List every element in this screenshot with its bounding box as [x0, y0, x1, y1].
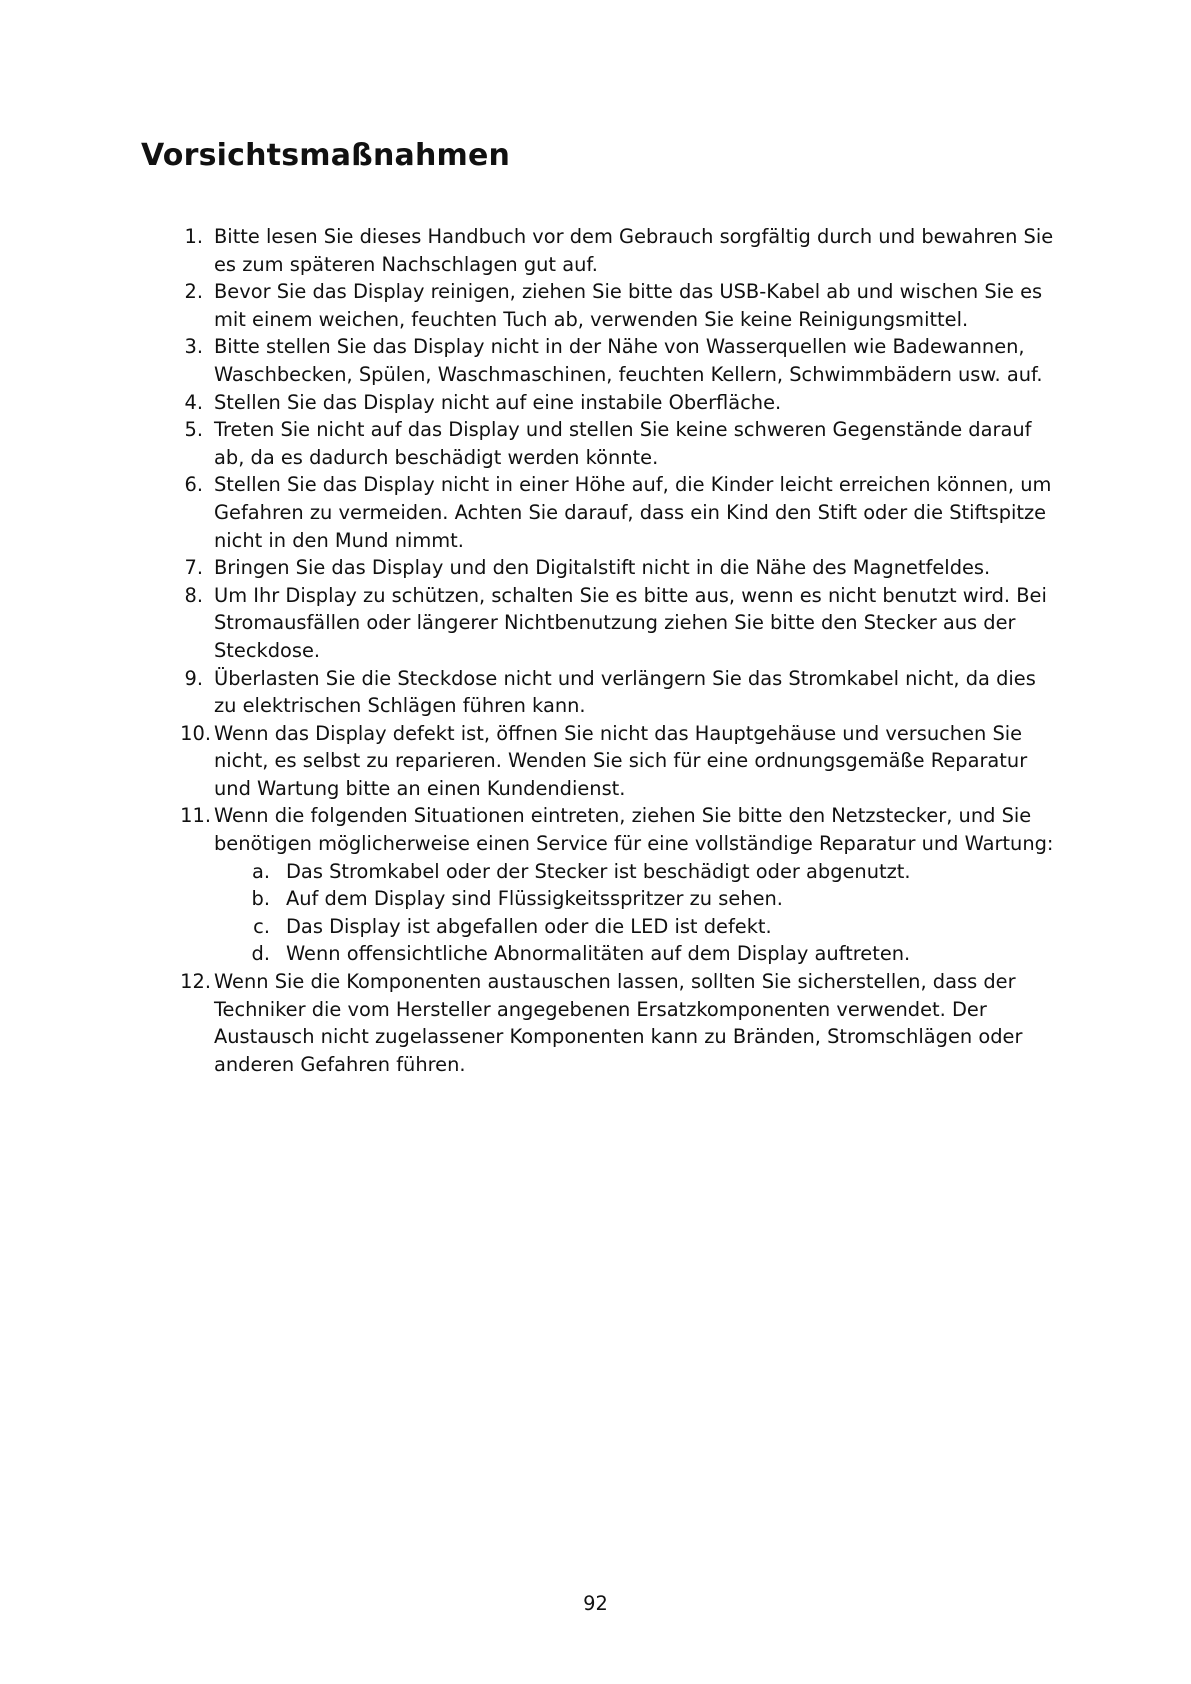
list-item-number: 11. — [180, 804, 211, 828]
sublist-item — [214, 913, 1061, 941]
list-item-number: 4. — [184, 390, 203, 414]
list-item-text: Bitte lesen Sie dieses Handbuch vor dem Gebrauch sorgfältig durch und bewahren Sie es zum späteren Nachschlagen gut auf. — [214, 225, 1054, 276]
sublist-item-text: Das Stromkabel oder der Stecker ist beschädigt oder abgenutzt. — [286, 859, 911, 883]
list-item-number: 1. — [184, 225, 203, 248]
list-item — [141, 223, 1061, 278]
list-item-text: Bringen Sie das Display und den Digitalstift nicht in die Nähe des Magnetfeldes. — [214, 556, 991, 580]
list-item-number: 8. — [184, 583, 203, 607]
list-item — [141, 554, 1061, 582]
page-title: Vorsichtsmaßnahmen — [141, 138, 511, 173]
list-item — [141, 802, 1061, 968]
list-item-text: Bitte stellen Sie das Display nicht in der Nähe von Wasserquellen wie Badewannen, Waschbecken, Spülen, Waschmaschinen, feuchten Kellern, Schwimmbädern usw. auf. — [214, 335, 1043, 386]
list-item — [141, 278, 1061, 333]
list-item-text: Wenn das Display defekt ist, öffnen Sie nicht das Hauptgehäuse und versuchen Sie nicht, es selbst zu reparieren. Wenden Sie sich für eine ordnungsgemäße Reparatur und Wartung bitte an einen Kundendienst. — [214, 721, 1028, 800]
sublist-item-letter: c. — [253, 914, 270, 938]
list-item-text: Stellen Sie das Display nicht in einer Höhe auf, die Kinder leicht erreichen können, um Gefahren zu vermeiden. Achten Sie darauf, dass ein Kind den Stift oder die Stiftspitze nicht in den Mund nimmt. — [214, 473, 1052, 552]
precautions-list — [141, 223, 1061, 1078]
sublist-item — [214, 858, 1061, 886]
list-item — [141, 471, 1061, 554]
list-item-number: 9. — [184, 666, 203, 690]
list-item — [141, 720, 1061, 803]
list-item — [141, 665, 1061, 720]
list-item-text: Stellen Sie das Display nicht auf eine instabile Oberfläche. — [214, 390, 782, 414]
list-item — [141, 416, 1061, 471]
list-item-number: 3. — [184, 335, 203, 359]
sublist-item — [214, 940, 1061, 968]
list-item-text: Überlasten Sie die Steckdose nicht und verlängern Sie das Stromkabel nicht, da dies zu elektrischen Schlägen führen kann. — [214, 666, 1036, 718]
sublist-item-text: Auf dem Display sind Flüssigkeitsspritzer zu sehen. — [286, 887, 783, 911]
sublist-item-letter: b. — [251, 887, 270, 911]
sublist — [214, 858, 1061, 968]
page-number: 92 — [583, 1592, 608, 1615]
sublist-item-text: Das Display ist abgefallen oder die LED ist defekt. — [286, 914, 772, 938]
sublist-item-letter: a. — [251, 859, 270, 883]
list-item — [141, 968, 1061, 1078]
list-item-number: 7. — [184, 556, 203, 580]
list-item-number: 10. — [180, 721, 211, 745]
list-item-text: Bevor Sie das Display reinigen, ziehen Sie bitte das USB-Kabel ab und wischen Sie es mit einem weichen, feuchten Tuch ab, verwenden Sie keine Reinigungsmittel. — [214, 280, 1043, 331]
list-item-number: 12. — [180, 970, 211, 994]
sublist-item-text: Wenn offensichtliche Abnormalitäten auf dem Display auftreten. — [286, 942, 911, 966]
list-item-number: 2. — [184, 280, 203, 304]
list-item-number: 6. — [184, 473, 203, 497]
list-item — [141, 582, 1061, 665]
list-item-text: Treten Sie nicht auf das Display und stellen Sie keine schweren Gegenstände darauf ab, da es dadurch beschädigt werden könnte. — [214, 418, 1032, 469]
list-item — [141, 333, 1061, 388]
list-item-text: Wenn Sie die Komponenten austauschen lassen, sollten Sie sicherstellen, dass der Techniker die vom Hersteller angegebenen Ersatzkomponenten verwendet. Der Austausch nicht zugelassener Komponenten kann zu Bränden, Stromschlägen oder anderen Gefahren führen. — [214, 970, 1023, 1076]
list-item-text: Wenn die folgenden Situationen eintreten, ziehen Sie bitte den Netzstecker, und Sie benötigen möglicherweise einen Service für eine vollständige Reparatur und Wartung: — [214, 804, 1054, 856]
sublist-item — [214, 885, 1061, 913]
list-item-body — [214, 802, 1061, 968]
list-item — [141, 389, 1061, 417]
list-item-text: Um Ihr Display zu schützen, schalten Sie es bitte aus, wenn es nicht benutzt wird. Bei Stromausfällen oder längerer Nichtbenutzung ziehen Sie bitte den Stecker aus der Steckdose. — [214, 583, 1047, 662]
sublist-item-letter: d. — [251, 942, 270, 966]
list-item-number: 5. — [184, 418, 203, 442]
